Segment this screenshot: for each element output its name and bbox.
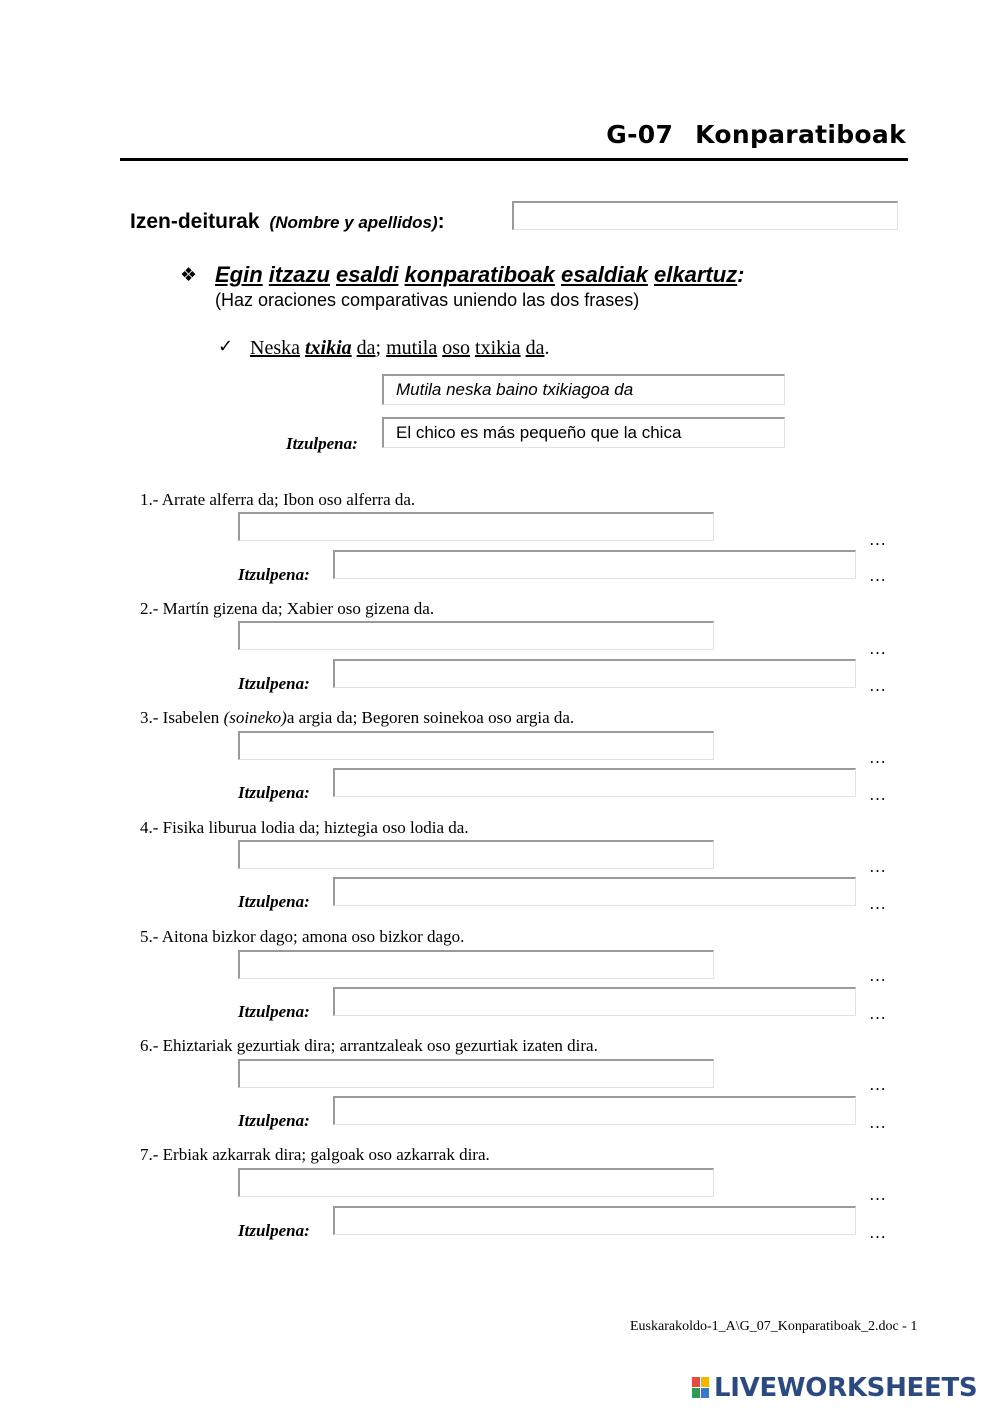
exercise-6-answer-input[interactable] — [238, 1059, 714, 1088]
checkmark-icon: ✓ — [218, 336, 234, 357]
example-semicolon: ; — [375, 337, 382, 359]
exercise-6-translation-input[interactable] — [333, 1096, 856, 1125]
exercise-7-answer-input[interactable] — [238, 1168, 714, 1197]
example-word: txikia — [475, 337, 521, 359]
exercise-2-translation-input[interactable] — [333, 659, 856, 688]
ellipsis: … — [869, 566, 886, 585]
instruction-word: konparatiboak — [404, 262, 555, 287]
name-label-colon: : — [437, 210, 445, 233]
title-divider — [120, 158, 908, 161]
ellipsis: … — [869, 1075, 886, 1094]
example-word: mutila — [386, 337, 438, 359]
exercise-1-answer-input[interactable] — [238, 512, 714, 541]
exercise-1-sentence: 1.- Arrate alferra da; Ibon oso alferra da. — [140, 490, 416, 509]
exercise-6-translation-label: Itzulpena: — [238, 1111, 310, 1130]
instruction-translation: (Haz oraciones comparativas uniendo las dos frases) — [215, 290, 640, 310]
worksheet-title: Konparatiboak — [695, 120, 906, 149]
example-word: txikia — [304, 337, 352, 359]
ellipsis: … — [869, 748, 886, 767]
instruction-word: Egin — [215, 262, 263, 287]
name-label-spanish: (Nombre y apellidos) — [269, 213, 438, 232]
exercise-2-sentence: 2.- Martín gizena da; Xabier oso gizena da. — [140, 599, 435, 618]
example-translation-field: El chico es más pequeño que la chica — [382, 417, 785, 448]
ellipsis: … — [869, 530, 886, 549]
worksheet-code: G-07 — [606, 120, 674, 149]
example-word: da — [525, 337, 545, 359]
ellipsis: … — [869, 1223, 886, 1242]
ellipsis: … — [869, 857, 886, 876]
ellipsis: … — [869, 785, 886, 804]
exercise-4-translation-input[interactable] — [333, 877, 856, 906]
example-period: . — [544, 337, 550, 359]
exercise-4-sentence: 4.- Fisika liburua lodia da; hiztegia oso lodia da. — [140, 818, 469, 837]
instruction-word: esaldiak — [561, 262, 648, 287]
sentence-italic-part: (soineko) — [223, 708, 287, 727]
ellipsis: … — [869, 894, 886, 913]
instruction-word: esaldi — [336, 262, 399, 287]
exercise-4-answer-input[interactable] — [238, 840, 714, 869]
page-title — [606, 120, 906, 149]
document-footer: Euskarakoldo-1_A\G_07_Konparatiboak_2.doc - 1 — [630, 1319, 918, 1334]
exercise-1-translation-label: Itzulpena: — [238, 565, 310, 584]
instruction-heading — [215, 262, 745, 288]
exercise-3-translation-label: Itzulpena: — [238, 783, 310, 802]
instruction-word: itzazu — [268, 262, 330, 287]
ellipsis: … — [869, 639, 886, 658]
name-input[interactable] — [512, 201, 898, 230]
diamond-bullet-icon: ❖ — [180, 264, 198, 286]
exercise-7-translation-label: Itzulpena: — [238, 1221, 310, 1240]
exercise-5-translation-input[interactable] — [333, 987, 856, 1016]
example-sentence — [250, 337, 549, 360]
exercise-1-translation-input[interactable] — [333, 550, 856, 579]
exercise-5-answer-input[interactable] — [238, 950, 714, 979]
ellipsis: … — [869, 676, 886, 695]
exercise-2-translation-label: Itzulpena: — [238, 674, 310, 693]
example-translation-label: Itzulpena: — [286, 434, 358, 453]
instruction-colon: : — [737, 262, 745, 287]
exercise-3-sentence — [140, 708, 574, 728]
name-label-basque: Izen-deiturak — [130, 210, 260, 233]
example-answer-field: Mutila neska baino txikiagoa da — [382, 374, 785, 405]
exercise-7-translation-input[interactable] — [333, 1206, 856, 1235]
ellipsis: … — [869, 966, 886, 985]
exercise-6-sentence: 6.- Ehiztariak gezurtiak dira; arrantzaleak oso gezurtiak izaten dira. — [140, 1036, 598, 1055]
ellipsis: … — [869, 1004, 886, 1023]
exercise-7-sentence: 7.- Erbiak azkarrak dira; galgoak oso azkarrak dira. — [140, 1145, 490, 1164]
sentence-part: 3.- Isabelen — [140, 708, 224, 727]
ellipsis: … — [869, 1185, 886, 1204]
example-word: oso — [442, 337, 471, 359]
example-word: da — [356, 337, 376, 359]
liveworksheets-brand: LIVEWORKSHEETS — [714, 1373, 978, 1403]
exercise-3-translation-input[interactable] — [333, 768, 856, 797]
instruction-word: elkartuz — [654, 262, 738, 287]
example-word: Neska — [250, 337, 300, 359]
exercise-5-translation-label: Itzulpena: — [238, 1002, 310, 1021]
name-label — [130, 210, 445, 234]
ellipsis: … — [869, 1113, 886, 1132]
liveworksheets-logo-icon — [692, 1377, 710, 1399]
exercise-4-translation-label: Itzulpena: — [238, 892, 310, 911]
exercise-5-sentence: 5.- Aitona bizkor dago; amona oso bizkor dago. — [140, 927, 465, 946]
exercise-2-answer-input[interactable] — [238, 621, 714, 650]
sentence-part: a argia da; Begoren soinekoa oso argia da. — [286, 708, 575, 727]
exercise-3-answer-input[interactable] — [238, 731, 714, 760]
